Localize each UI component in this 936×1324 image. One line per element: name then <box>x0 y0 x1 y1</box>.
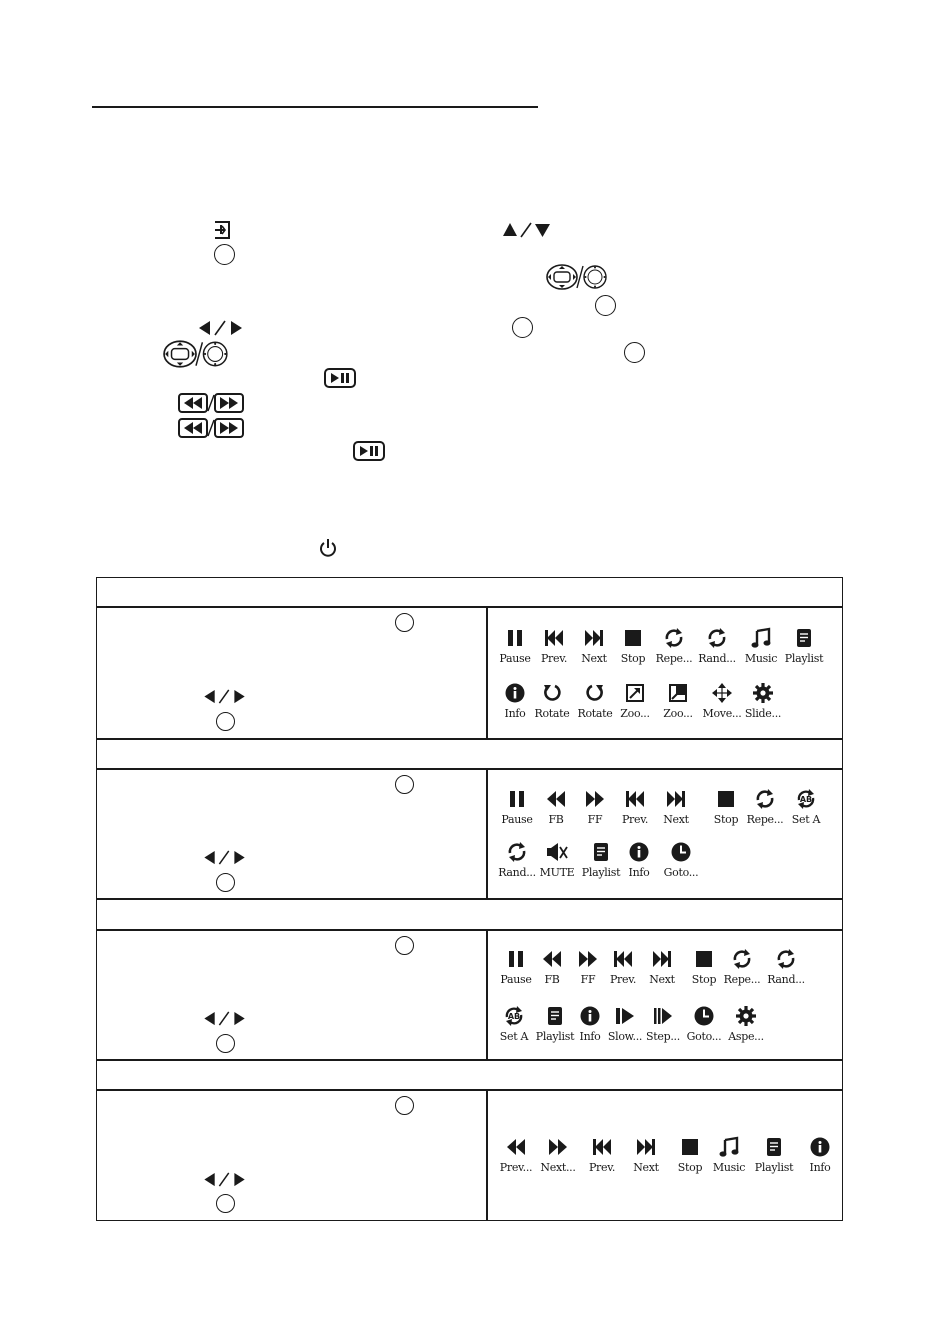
control-label: Next <box>663 813 689 826</box>
zoom-out-icon <box>667 682 689 704</box>
control-label: Set A <box>499 1030 529 1043</box>
fb-icon <box>541 948 563 970</box>
ok-button-symbol <box>395 613 414 632</box>
control-label: Pause <box>499 652 531 665</box>
dpad-ok-icon <box>546 263 608 291</box>
ok-button-symbol <box>395 775 414 794</box>
table-divider <box>96 1089 843 1091</box>
repeat-icon <box>775 948 797 970</box>
repeat-icon <box>706 627 728 649</box>
pause-icon <box>505 948 527 970</box>
ff-icon <box>584 788 606 810</box>
control-repeat-item <box>718 948 766 994</box>
control-label: Info <box>809 1161 831 1174</box>
ok-button-symbol <box>216 1034 235 1053</box>
control-playlist-item <box>780 627 828 673</box>
prev-icon <box>591 1136 613 1158</box>
playlist-icon <box>763 1136 785 1158</box>
control-zoom-out-item <box>654 682 702 728</box>
control-label: Info <box>579 1030 601 1043</box>
info-icon <box>579 1005 601 1027</box>
control-label: Rotate <box>577 707 613 720</box>
gear-icon <box>752 682 774 704</box>
stop-icon <box>679 1136 701 1158</box>
control-label: Goto... <box>686 1030 722 1043</box>
playlist-icon <box>590 841 612 863</box>
table-divider <box>96 898 843 900</box>
control-zoom-in-item <box>611 682 659 728</box>
info-icon <box>809 1136 831 1158</box>
control-label: Repe... <box>723 973 761 986</box>
mute-icon <box>546 841 568 863</box>
control-info-item <box>796 1136 844 1182</box>
control-label: Slide... <box>744 707 782 720</box>
table-column-divider <box>486 768 488 898</box>
stop-icon <box>715 788 737 810</box>
ok-button-symbol <box>216 712 235 731</box>
next-icon <box>665 788 687 810</box>
table-divider <box>96 929 843 931</box>
control-label: Music <box>744 652 778 665</box>
left-right-arrows-icon <box>203 1172 247 1187</box>
left-right-arrows-icon <box>203 689 247 704</box>
table-column-divider <box>486 929 488 1059</box>
stop-icon <box>622 627 644 649</box>
dpad-ok-icon <box>163 339 229 369</box>
up-down-arrows-icon <box>502 222 552 238</box>
control-label: FB <box>544 973 560 986</box>
control-clock-item <box>680 1005 728 1051</box>
control-label: Next <box>633 1161 659 1174</box>
control-label: Prev. <box>540 652 568 665</box>
stop-icon <box>693 948 715 970</box>
control-label: Step... <box>646 1030 680 1043</box>
control-repeat-item <box>762 948 810 994</box>
control-label: Playlist <box>754 1161 794 1174</box>
table-column-divider <box>486 1089 488 1221</box>
power-icon <box>318 538 338 558</box>
control-next-item <box>622 1136 670 1182</box>
table-divider <box>96 606 843 608</box>
control-label: Pause <box>500 973 532 986</box>
music-icon <box>750 627 772 649</box>
control-label: MUTE <box>539 866 575 879</box>
control-label: Playlist <box>581 866 621 879</box>
control-repeat-item <box>650 627 698 673</box>
control-label: Next <box>649 973 675 986</box>
ab-icon <box>795 788 817 810</box>
control-gear-item <box>739 682 787 728</box>
next-icon <box>583 627 605 649</box>
info-icon <box>504 682 526 704</box>
title-underline <box>92 106 538 108</box>
gear-icon <box>735 1005 757 1027</box>
control-info-item <box>615 841 663 887</box>
play-pause-key-icon <box>353 441 385 461</box>
pause-icon <box>506 788 528 810</box>
prev-icon <box>543 627 565 649</box>
table-column-divider <box>486 606 488 738</box>
control-label: Move... <box>702 707 742 720</box>
ok-button-symbol <box>214 244 235 265</box>
control-label: FF <box>587 813 603 826</box>
next-icon <box>651 948 673 970</box>
repeat-icon <box>506 841 528 863</box>
control-label: Stop <box>691 973 717 986</box>
clock-icon <box>670 841 692 863</box>
clock-icon <box>693 1005 715 1027</box>
playlist-icon <box>544 1005 566 1027</box>
control-label: Info <box>628 866 650 879</box>
left-right-arrows-icon <box>198 320 244 336</box>
ff-icon <box>547 1136 569 1158</box>
ok-button-symbol <box>216 873 235 892</box>
control-label: Zoo... <box>663 707 693 720</box>
ok-button-symbol <box>595 295 616 316</box>
table-divider <box>96 1059 843 1061</box>
control-repeat-item <box>693 627 741 673</box>
fb-icon <box>505 1136 527 1158</box>
control-label: Playlist <box>535 1030 575 1043</box>
control-label: Set A <box>791 813 821 826</box>
control-label: Goto... <box>663 866 699 879</box>
control-label: Stop <box>677 1161 703 1174</box>
input-source-icon <box>211 220 233 240</box>
control-label: Next <box>581 652 607 665</box>
table-divider <box>96 738 843 740</box>
control-label: Rand... <box>767 973 805 986</box>
ok-button-symbol <box>395 936 414 955</box>
ff-icon <box>577 948 599 970</box>
control-label: Repe... <box>746 813 784 826</box>
slow-icon <box>614 1005 636 1027</box>
control-label: Repe... <box>655 652 693 665</box>
control-label: Music <box>712 1161 746 1174</box>
rotate-ccw-icon <box>584 682 606 704</box>
control-label: Prev. <box>609 973 637 986</box>
control-label: Next... <box>540 1161 576 1174</box>
control-clock-item <box>657 841 705 887</box>
control-label: Rotate <box>534 707 570 720</box>
control-next-item <box>652 788 700 834</box>
control-music-item <box>705 1136 753 1182</box>
control-label: Zoo... <box>620 707 650 720</box>
ok-button-symbol <box>395 1096 414 1115</box>
control-label: FF <box>580 973 596 986</box>
music-icon <box>718 1136 740 1158</box>
control-label: Playlist <box>784 652 824 665</box>
control-label: Prev. <box>621 813 649 826</box>
fb-icon <box>545 788 567 810</box>
control-label: FB <box>548 813 564 826</box>
control-label: Aspe... <box>728 1030 764 1043</box>
control-mute-item <box>533 841 581 887</box>
info-icon <box>628 841 650 863</box>
rewind-forward-keys-icon <box>178 418 244 438</box>
control-label: Info <box>504 707 526 720</box>
rotate-cw-icon <box>541 682 563 704</box>
control-gear-item <box>722 1005 770 1051</box>
ok-button-symbol <box>512 317 533 338</box>
control-rotate-cw-item <box>528 682 576 728</box>
rewind-forward-keys-icon <box>178 393 244 413</box>
ok-button-symbol <box>216 1194 235 1213</box>
step-icon <box>652 1005 674 1027</box>
control-label: Prev... <box>499 1161 533 1174</box>
control-label: Slow... <box>607 1030 643 1043</box>
next-icon <box>635 1136 657 1158</box>
ok-button-symbol <box>624 342 645 363</box>
control-label: Rand... <box>498 866 536 879</box>
control-ff-item <box>534 1136 582 1182</box>
control-fb-item <box>492 1136 540 1182</box>
table-divider <box>96 768 843 770</box>
repeat-icon <box>663 627 685 649</box>
control-playlist-item <box>750 1136 798 1182</box>
left-right-arrows-icon <box>203 1011 247 1026</box>
control-label: Prev. <box>588 1161 616 1174</box>
left-right-arrows-icon <box>203 850 247 865</box>
prev-icon <box>612 948 634 970</box>
repeat-icon <box>754 788 776 810</box>
control-label: Pause <box>501 813 533 826</box>
svg-text:AB: AB <box>507 1012 521 1021</box>
move-icon <box>711 682 733 704</box>
control-music-item <box>737 627 785 673</box>
control-label: Rand... <box>698 652 736 665</box>
pause-icon <box>504 627 526 649</box>
svg-text:AB: AB <box>799 795 813 804</box>
control-prev-item <box>578 1136 626 1182</box>
control-ab-item <box>782 788 830 834</box>
repeat-icon <box>731 948 753 970</box>
playlist-icon <box>793 627 815 649</box>
prev-icon <box>624 788 646 810</box>
zoom-in-icon <box>624 682 646 704</box>
ab-icon <box>503 1005 525 1027</box>
control-next-item <box>638 948 686 994</box>
control-label: Stop <box>713 813 739 826</box>
control-label: Stop <box>620 652 646 665</box>
play-pause-key-icon <box>324 368 356 388</box>
